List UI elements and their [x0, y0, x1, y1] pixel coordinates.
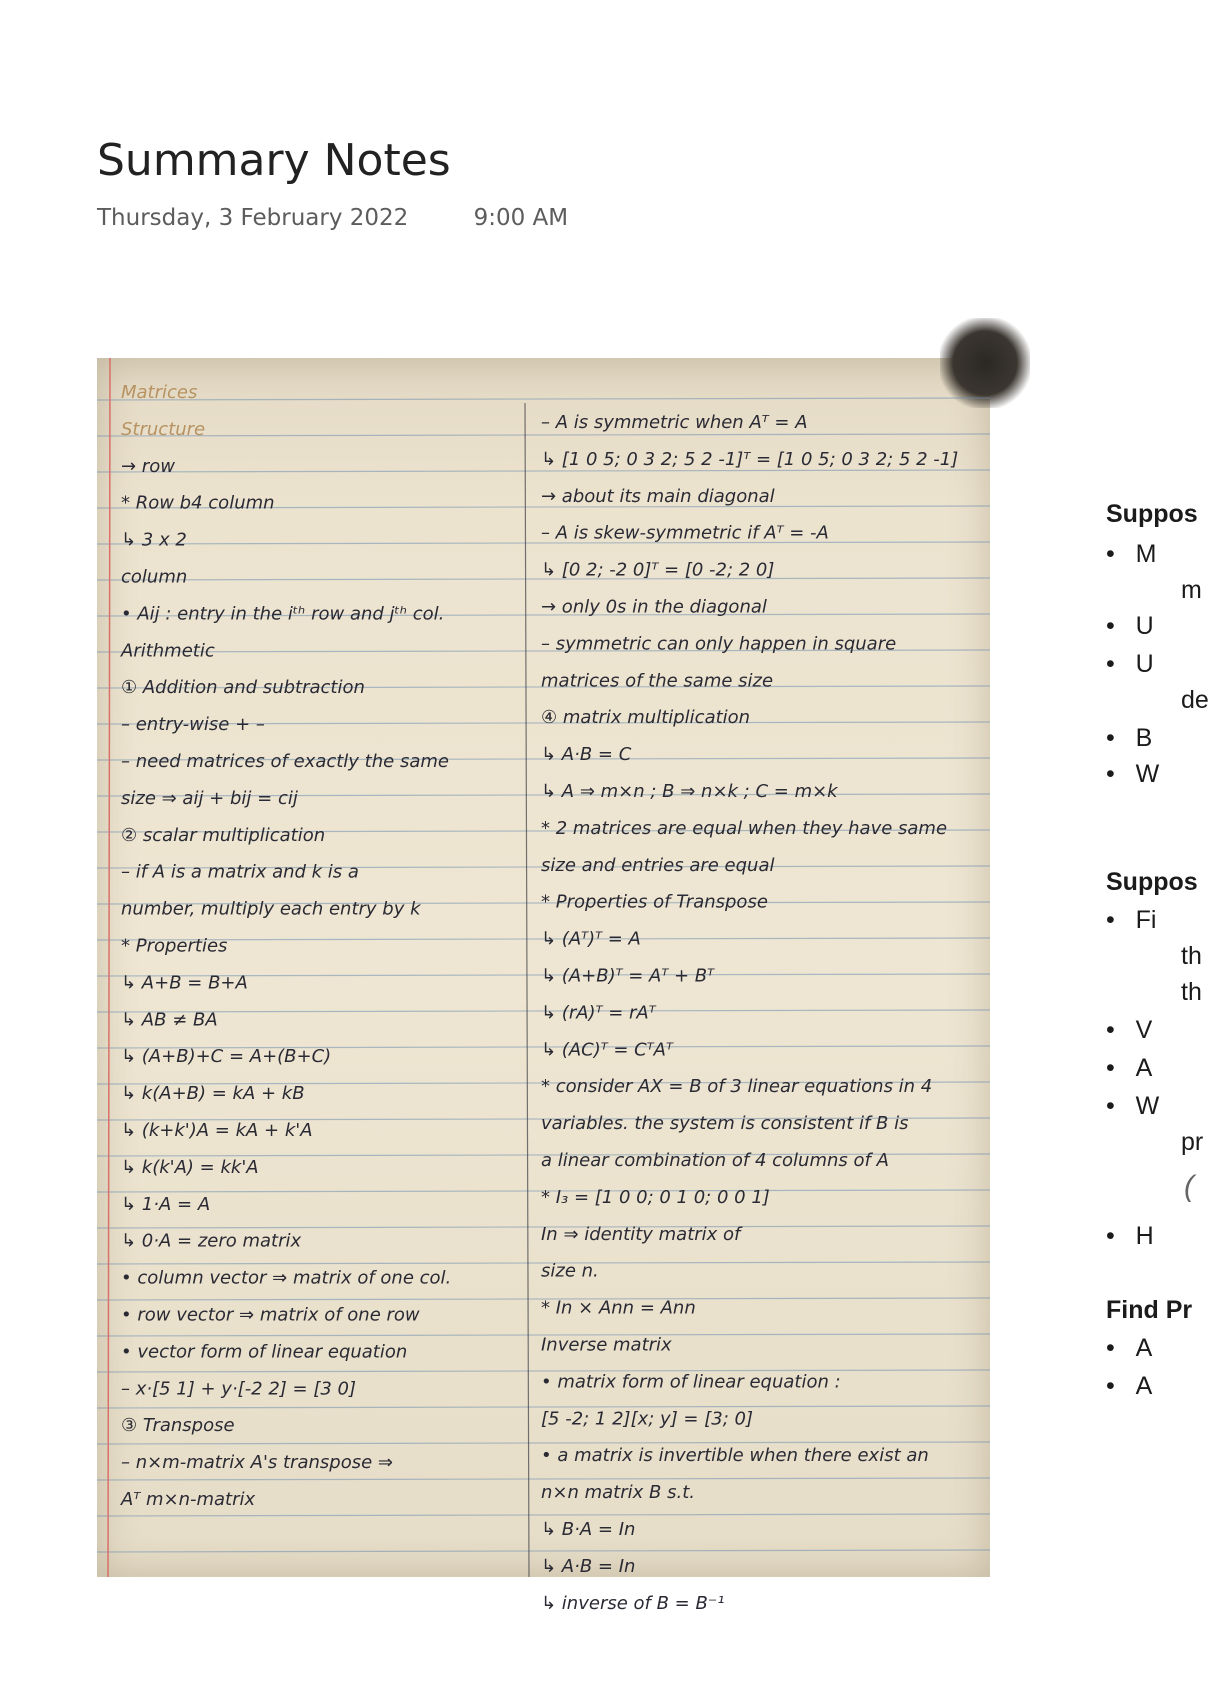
- ruled-line: [97, 470, 990, 472]
- handwritten-line: ↳ 1·A = A: [121, 1193, 211, 1215]
- handwritten-line: – A is skew-symmetric if Aᵀ = -A: [541, 522, 829, 544]
- ruled-line: [97, 1514, 990, 1516]
- sidebar-cut: [1106, 0, 1209, 1698]
- handwritten-line: → row: [121, 455, 175, 477]
- ruled-line: [97, 434, 990, 436]
- handwritten-line: column: [121, 566, 188, 588]
- side-cont-5: pr: [1181, 1128, 1204, 1156]
- handwritten-line: ↳ [0 2; -2 0]ᵀ = [0 -2; 2 0]: [541, 559, 775, 581]
- handwritten-line: * I₃ = [1 0 0; 0 1 0; 0 0 1]: [541, 1186, 770, 1208]
- handwritten-line: * consider AX = B of 3 linear equations in 4: [541, 1076, 933, 1098]
- handwritten-line: ↳ k(A+B) = kA + kB: [121, 1083, 305, 1105]
- handwritten-line: Matrices: [121, 382, 198, 403]
- side-bullet-4: • B: [1106, 724, 1153, 752]
- handwritten-line: ↳ (k+k')A = kA + k'A: [121, 1120, 313, 1141]
- page-time: 9:00 AM: [473, 205, 569, 231]
- handwritten-line: size n.: [541, 1260, 599, 1282]
- side-heading-2: Suppos: [1106, 868, 1198, 896]
- handwritten-line: * In × Ann = Ann: [541, 1297, 696, 1319]
- side-bullet-8: • A: [1106, 1054, 1153, 1082]
- handwritten-line: ↳ (A+B)+C = A+(B+C): [121, 1046, 332, 1068]
- side-cont-4: th: [1181, 978, 1202, 1006]
- handwritten-line: Inverse matrix: [541, 1334, 672, 1356]
- page-meta: [97, 205, 568, 231]
- handwritten-line: * Properties of Transpose: [541, 891, 768, 913]
- handwritten-line: ↳ 3 x 2: [121, 529, 187, 551]
- handwritten-line: ↳ (Aᵀ)ᵀ = A: [541, 928, 641, 950]
- margin-rule: [108, 358, 110, 1577]
- handwritten-line: – symmetric can only happen in square: [541, 633, 897, 655]
- handwritten-line: ↳ (A+B)ᵀ = Aᵀ + Bᵀ: [541, 965, 715, 987]
- handwritten-line: ↳ A·B = In: [541, 1555, 636, 1577]
- page-date: Thursday, 3 February 2022: [97, 205, 409, 231]
- handwritten-line: • column vector ⇒ matrix of one col.: [121, 1267, 452, 1289]
- side-bullet-7: • V: [1106, 1016, 1153, 1044]
- side-cont-1: m: [1181, 576, 1202, 604]
- side-bullet-9: • W: [1106, 1092, 1160, 1120]
- side-bullet-1: • M: [1106, 540, 1157, 568]
- handwritten-line: – need matrices of exactly the same: [121, 751, 449, 772]
- handwritten-line: ↳ k(k'A) = kk'A: [121, 1156, 259, 1178]
- handwritten-line: ① Addition and subtraction: [121, 677, 365, 699]
- handwritten-line: • matrix form of linear equation :: [541, 1371, 841, 1393]
- handwritten-line: ↳ [1 0 5; 0 3 2; 5 2 -1]ᵀ = [1 0 5; 0 3 2; 5 2 -1]: [541, 448, 959, 470]
- side-bullet-11: • A: [1106, 1334, 1153, 1362]
- page-title: Summary Notes: [97, 135, 451, 186]
- side-heading-3: Find Pr: [1106, 1296, 1193, 1324]
- handwritten-line: size ⇒ aij + bij = cij: [121, 787, 298, 809]
- handwritten-line: ↳ A ⇒ m×n ; B ⇒ n×k ; C = m×k: [541, 781, 838, 802]
- handwritten-line: ↳ (rA)ᵀ = rAᵀ: [541, 1002, 656, 1024]
- handwritten-line: [5 -2; 1 2][x; y] = [3; 0]: [541, 1408, 753, 1430]
- ruled-line: [97, 1550, 990, 1552]
- notebook-page: [97, 358, 990, 1614]
- side-bullet-12: • A: [1106, 1372, 1153, 1400]
- handwritten-line: number, multiply each entry by k: [121, 898, 421, 920]
- handwritten-line: * 2 matrices are equal when they have same: [541, 817, 948, 839]
- handwritten-line: ↳ (AC)ᵀ = CᵀAᵀ: [541, 1039, 673, 1061]
- handwritten-line: size and entries are equal: [541, 854, 775, 876]
- side-cont-6: (: [1184, 1170, 1194, 1203]
- handwritten-line: * Row b4 column: [121, 492, 275, 514]
- handwritten-line: → only 0s in the diagonal: [541, 596, 767, 618]
- handwritten-line: Structure: [121, 418, 206, 440]
- ruled-line: [97, 398, 990, 400]
- handwritten-line: * Properties: [121, 935, 228, 957]
- handwritten-line: • row vector ⇒ matrix of one row: [121, 1304, 420, 1326]
- side-cont-3: th: [1181, 942, 1202, 970]
- handwritten-line: • vector form of linear equation: [121, 1341, 408, 1363]
- handwritten-line: a linear combination of 4 columns of A: [541, 1150, 889, 1171]
- notes-photo: [97, 358, 990, 1614]
- ruled-line: [97, 1442, 990, 1444]
- handwritten-line: – n×m-matrix A's transpose ⇒: [121, 1452, 393, 1474]
- handwritten-line: ③ Transpose: [121, 1415, 235, 1437]
- handwritten-line: matrices of the same size: [541, 670, 774, 692]
- ruled-line: [97, 1478, 990, 1480]
- handwritten-line: → about its main diagonal: [541, 485, 775, 507]
- handwritten-line: ↳ 0·A = zero matrix: [121, 1230, 302, 1252]
- side-bullet-5: • W: [1106, 760, 1160, 788]
- handwritten-line: – x·[5 1] + y·[-2 2] = [3 0]: [121, 1378, 357, 1400]
- handwritten-line: – A is symmetric when Aᵀ = A: [541, 412, 808, 433]
- handwritten-line: n×n matrix B s.t.: [541, 1482, 695, 1504]
- handwritten-line: ↳ A+B = B+A: [121, 972, 248, 994]
- handwritten-line: ↳ inverse of B = B⁻¹: [541, 1592, 725, 1614]
- handwritten-line: Arithmetic: [121, 640, 215, 662]
- side-heading-1: Suppos: [1106, 500, 1198, 528]
- side-bullet-2: • U: [1106, 612, 1154, 640]
- side-bullet-10: • H: [1106, 1222, 1154, 1250]
- handwritten-line: ↳ AB ≠ BA: [121, 1009, 218, 1031]
- side-bullet-3: • U: [1106, 650, 1154, 678]
- handwritten-line: – if A is a matrix and k is a: [121, 861, 359, 883]
- side-cont-2: de: [1181, 686, 1209, 714]
- handwritten-line: ↳ A·B = C: [541, 744, 632, 766]
- handwritten-line: Aᵀ m×n-matrix: [121, 1489, 256, 1510]
- handwritten-line: ② scalar multiplication: [121, 824, 326, 846]
- handwritten-line: In ⇒ identity matrix of: [541, 1223, 741, 1245]
- side-bullet-6: • Fi: [1106, 906, 1157, 934]
- handwritten-line: variables. the system is consistent if B is: [541, 1113, 909, 1135]
- handwritten-line: – entry-wise + –: [121, 714, 265, 736]
- handwritten-line: ④ matrix multiplication: [541, 707, 751, 729]
- handwritten-line: • a matrix is invertible when there exist an: [541, 1445, 929, 1467]
- handwritten-line: • Aij : entry in the iᵗʰ row and jᵗʰ col.: [121, 603, 445, 625]
- handwritten-line: ↳ B·A = In: [541, 1519, 636, 1540]
